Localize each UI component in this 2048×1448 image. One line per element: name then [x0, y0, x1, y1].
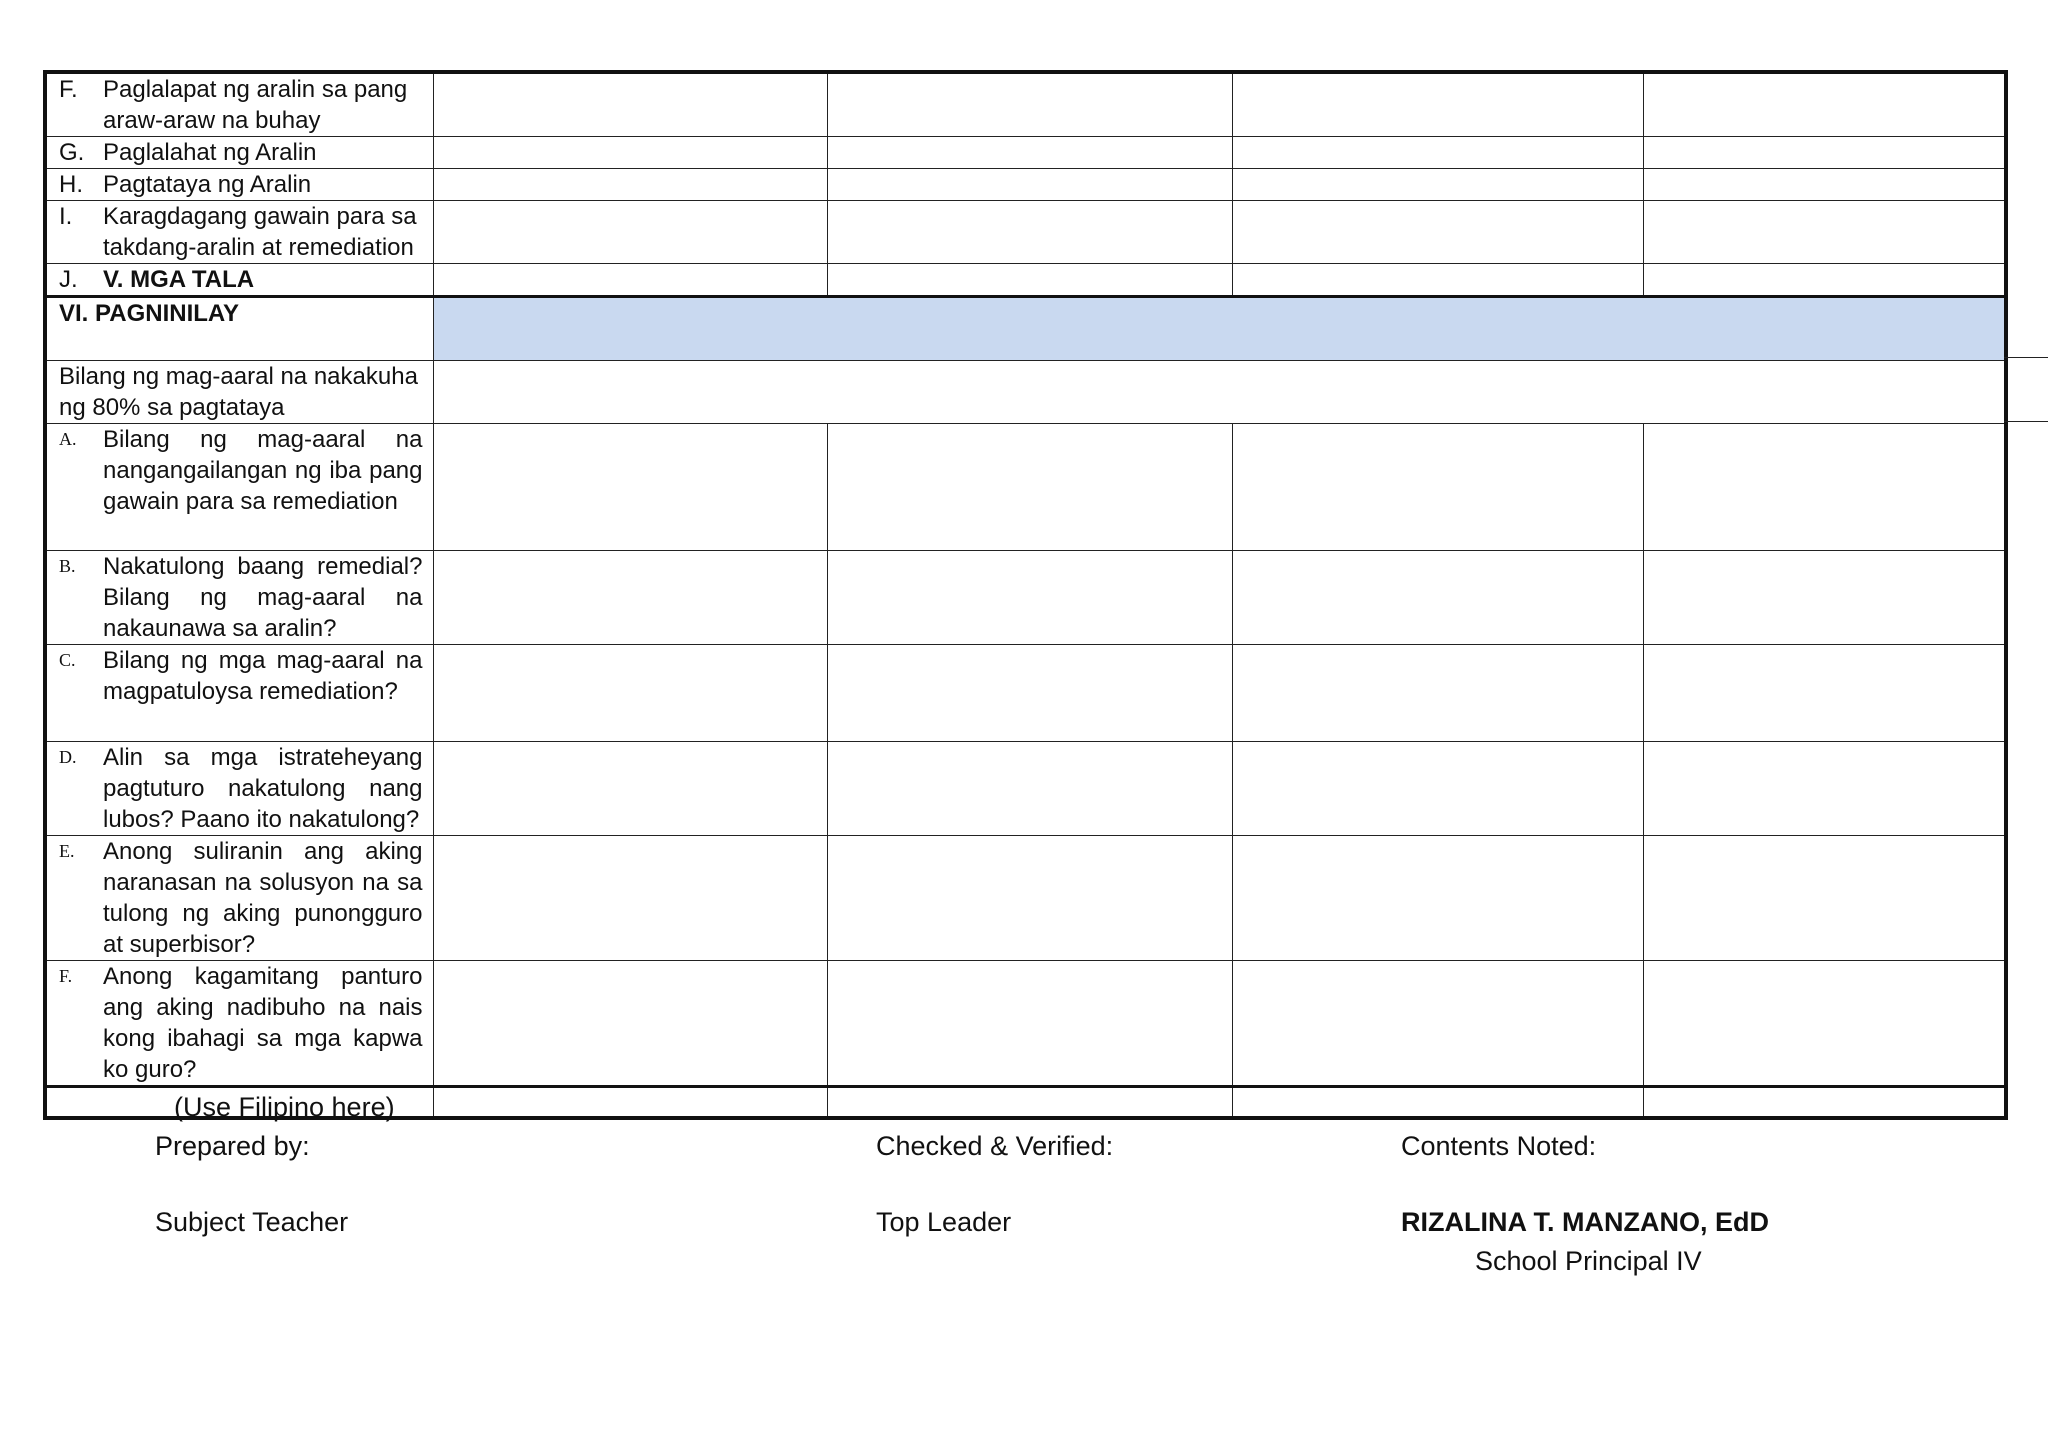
intro-text: Bilang ng mag-aaral na nakakuha ng 80% sa pagtataya — [59, 363, 418, 421]
contents-noted-label: Contents Noted: — [1401, 1131, 1597, 1161]
day-cell[interactable] — [827, 961, 1232, 1087]
reflection-row-c — [45, 645, 2006, 742]
day-cell[interactable] — [433, 836, 827, 961]
reflection-label-cell — [45, 836, 433, 961]
principal-title: School Principal IV — [1475, 1246, 1702, 1276]
procedure-row-i — [45, 201, 2006, 264]
section-heading: V. MGA TALA — [103, 266, 255, 293]
day-cell[interactable] — [827, 424, 1232, 551]
procedure-row-g — [45, 137, 2006, 169]
reflection-row-b — [45, 551, 2006, 645]
section-heading: VI. PAGNINILAY — [59, 300, 240, 327]
item-letter: B. — [59, 556, 76, 576]
day-cell[interactable] — [433, 424, 827, 551]
day-cell[interactable] — [1232, 72, 1643, 137]
item-text: Anong kagamitang panturo ang aking nadibuho na nais kong ibahagi sa mga kapwa ko guro? — [103, 963, 423, 1083]
reflection-intro-row — [45, 361, 2006, 424]
day-cell[interactable] — [1643, 551, 2006, 645]
day-cell[interactable] — [1643, 961, 2006, 1087]
item-letter: C. — [59, 650, 76, 670]
item-letter: G. — [59, 139, 85, 166]
procedure-label-cell — [45, 169, 433, 201]
filipino-note: (Use Filipino here) — [174, 1092, 395, 1122]
day-cell[interactable] — [1232, 137, 1643, 169]
day-cell[interactable] — [433, 201, 827, 264]
day-cell[interactable] — [827, 169, 1232, 201]
item-letter: E. — [59, 841, 75, 861]
item-text: Anong suliranin ang aking naranasan na solusyon na sa tulong ng aking punongguro at superbisor? — [103, 838, 423, 958]
day-cell[interactable] — [1643, 836, 2006, 961]
procedure-row-h — [45, 169, 2006, 201]
item-letter: I. — [59, 203, 73, 230]
procedure-row-j — [45, 264, 2006, 297]
day-cell[interactable] — [827, 137, 1232, 169]
prepared-by-label: Prepared by: — [155, 1131, 310, 1161]
day-cell[interactable] — [827, 645, 1232, 742]
reflection-label-cell — [45, 961, 433, 1087]
reflection-intro-cell — [45, 361, 433, 424]
day-cell[interactable] — [433, 1087, 827, 1118]
day-cell[interactable] — [1643, 169, 2006, 201]
day-cell[interactable] — [1643, 264, 2006, 297]
day-cell[interactable] — [1643, 201, 2006, 264]
item-text: Bilang ng mag-aaral na nangangailangan ng iba pang gawain para sa remediation — [103, 426, 423, 515]
item-text: Paglalapat ng aralin sa pang araw-araw na buhay — [103, 76, 408, 134]
day-cell[interactable] — [827, 264, 1232, 297]
reflection-row-f — [45, 961, 2006, 1087]
day-cell[interactable] — [433, 645, 827, 742]
item-text: Pagtataya ng Aralin — [103, 171, 312, 198]
day-cell[interactable] — [827, 551, 1232, 645]
principal-name: RIZALINA T. MANZANO, EdD — [1401, 1207, 1769, 1237]
procedure-label-cell — [45, 201, 433, 264]
item-text: Alin sa mga istrateheyang pagtuturo nakatulong nang lubos? Paano ito nakatulong? — [103, 744, 423, 833]
reflection-row-e — [45, 836, 2006, 961]
item-letter: F. — [59, 966, 73, 986]
day-cell[interactable] — [827, 72, 1232, 137]
day-cell[interactable] — [1643, 137, 2006, 169]
day-cell[interactable] — [433, 961, 827, 1087]
day-cell[interactable] — [1232, 1087, 1643, 1118]
reflection-heading-cell — [45, 297, 433, 361]
day-cell[interactable] — [1643, 1087, 2006, 1118]
procedure-row-f — [45, 72, 2006, 137]
day-cell[interactable] — [433, 72, 827, 137]
day-cell[interactable] — [433, 742, 827, 836]
item-letter: D. — [59, 747, 77, 767]
day-cell[interactable] — [1232, 424, 1643, 551]
overhang-line — [2004, 357, 2048, 358]
shaded-header-cell — [433, 297, 2006, 361]
reflection-row-a — [45, 424, 2006, 551]
day-cell[interactable] — [1643, 742, 2006, 836]
checked-verified-label: Checked & Verified: — [876, 1131, 1114, 1161]
day-cell[interactable] — [433, 551, 827, 645]
reflection-label-cell — [45, 551, 433, 645]
reflection-heading-row — [45, 297, 2006, 361]
day-cell[interactable] — [1232, 169, 1643, 201]
day-cell[interactable] — [1643, 72, 2006, 137]
item-text: Bilang ng mga mag-aaral na magpatuloysa remediation? — [103, 647, 423, 705]
reflection-row-d — [45, 742, 2006, 836]
reflection-label-cell — [45, 742, 433, 836]
daily-lesson-log-table — [43, 70, 2008, 1120]
day-cell[interactable] — [1232, 645, 1643, 742]
day-cell[interactable] — [433, 264, 827, 297]
item-letter: J. — [59, 266, 78, 293]
subject-teacher-role: Subject Teacher — [155, 1207, 349, 1237]
day-cell[interactable] — [827, 201, 1232, 264]
item-letter: A. — [59, 429, 77, 449]
procedure-label-cell — [45, 264, 433, 297]
day-cell[interactable] — [827, 836, 1232, 961]
item-letter: F. — [59, 76, 78, 103]
day-cell[interactable] — [1232, 836, 1643, 961]
procedure-label-cell — [45, 137, 433, 169]
item-text: Nakatulong baang remedial? Bilang ng mag-aaral na nakaunawa sa aralin? — [103, 553, 423, 642]
day-cell[interactable] — [1232, 742, 1643, 836]
day-cell[interactable] — [1232, 264, 1643, 297]
merged-answer-cell[interactable] — [433, 361, 2006, 424]
procedure-label-cell — [45, 72, 433, 137]
top-leader-role: Top Leader — [876, 1207, 1012, 1237]
day-cell[interactable] — [827, 1087, 1232, 1118]
day-cell[interactable] — [1643, 424, 2006, 551]
day-cell[interactable] — [433, 137, 827, 169]
item-letter: H. — [59, 171, 83, 198]
day-cell[interactable] — [1232, 551, 1643, 645]
overhang-line — [2004, 421, 2048, 422]
item-text: Paglalahat ng Aralin — [103, 139, 317, 166]
reflection-label-cell — [45, 424, 433, 551]
day-cell[interactable] — [433, 169, 827, 201]
item-text: Karagdagang gawain para sa takdang-aralin at remediation — [103, 203, 417, 261]
day-cell[interactable] — [1232, 961, 1643, 1087]
day-cell[interactable] — [1643, 645, 2006, 742]
reflection-label-cell — [45, 645, 433, 742]
day-cell[interactable] — [827, 742, 1232, 836]
day-cell[interactable] — [1232, 201, 1643, 264]
